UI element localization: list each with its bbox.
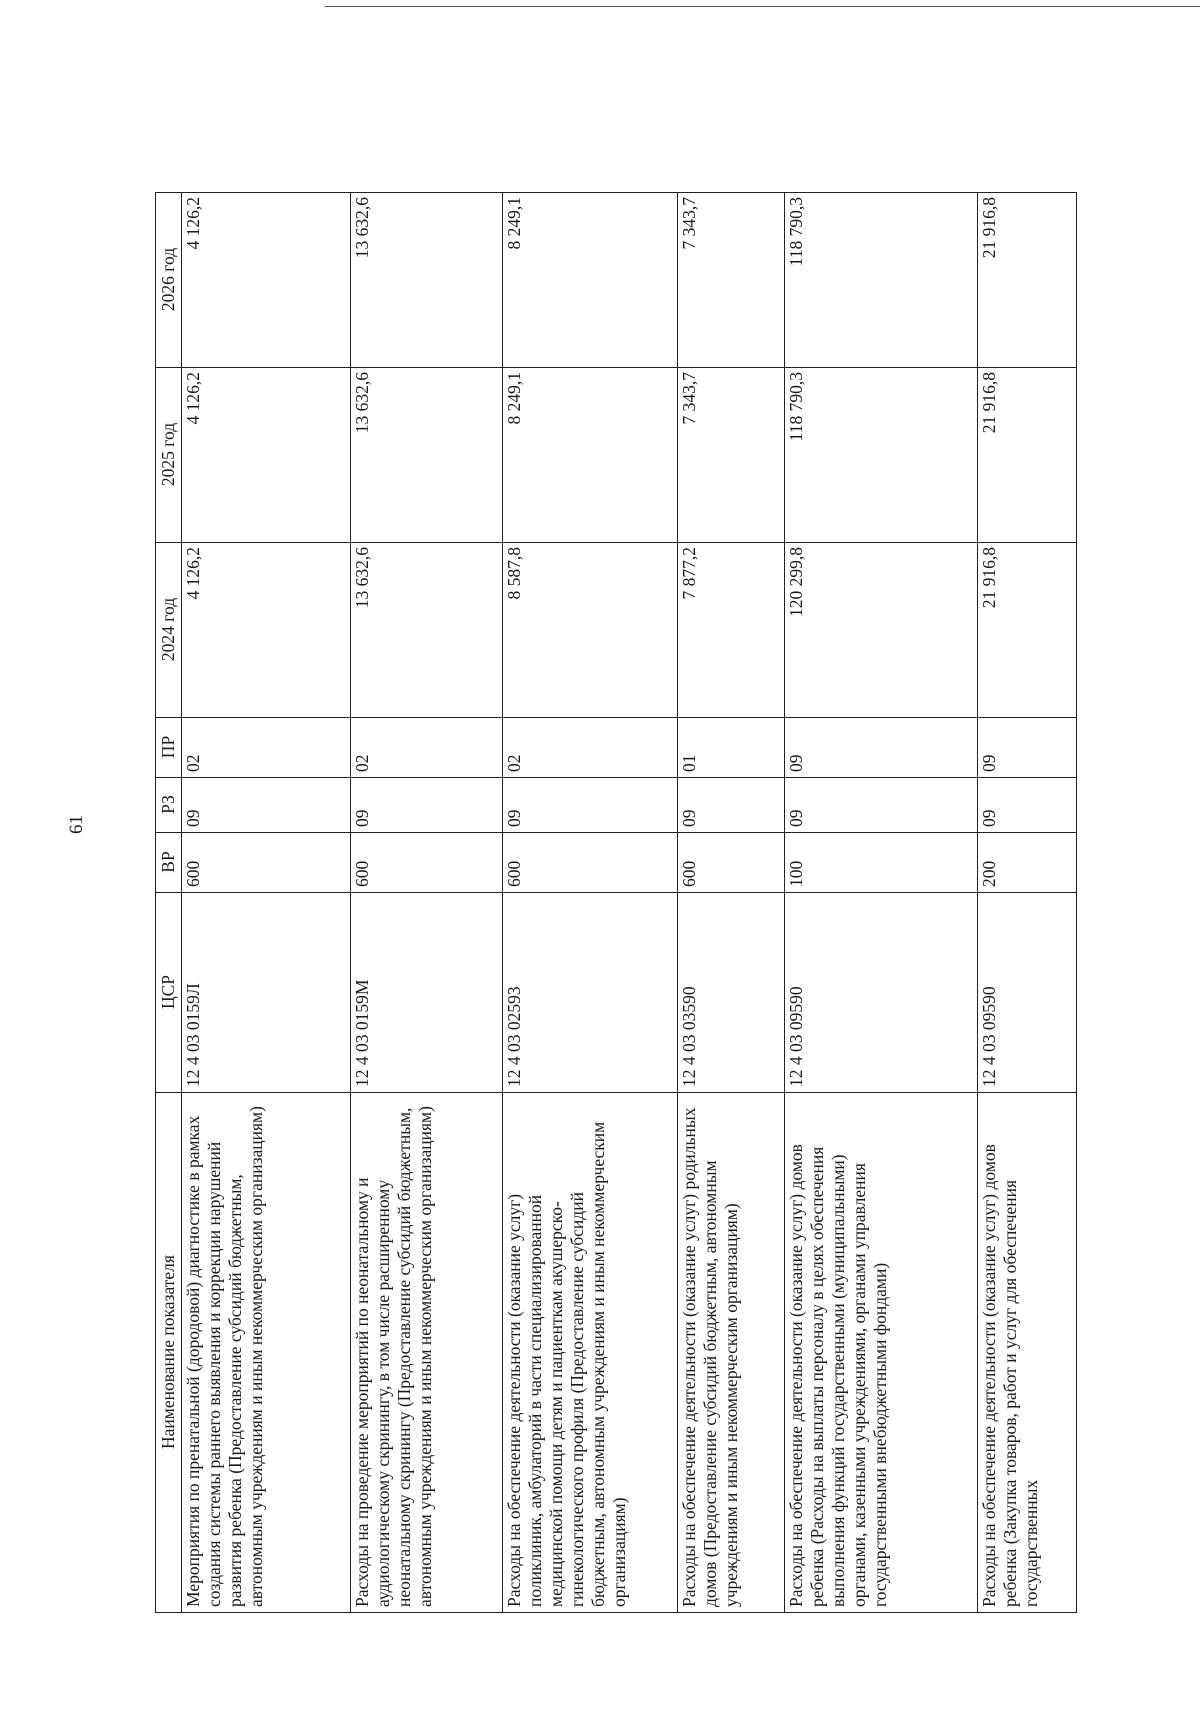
row-2024: 13 632,6 — [351, 543, 503, 718]
row-pr: 01 — [678, 718, 785, 778]
row-csr: 12 4 03 0159Л — [182, 893, 351, 1093]
row-csr: 12 4 03 09590 — [785, 893, 978, 1093]
row-rz: 09 — [351, 778, 503, 833]
row-pr: 09 — [978, 718, 1077, 778]
row-name: Расходы на обеспечение деятельности (оказание услуг) домов ребенка (Закупка товаров, работ и услуг для обеспечения государственных — [978, 1093, 1077, 1613]
row-vr: 100 — [785, 833, 978, 893]
row-vr: 600 — [678, 833, 785, 893]
row-name: Расходы на обеспечение деятельности (оказание услуг) домов ребенка (Расходы на выплаты персоналу в целях обеспечения выполнения функций государственными (муниципальными) органами, казенными учреждениями, органами управления государственными внебюджетными фондами) — [785, 1093, 978, 1613]
row-2024: 120 299,8 — [785, 543, 978, 718]
row-csr: 12 4 03 0159М — [351, 893, 503, 1093]
header-2024: 2024 год — [156, 543, 182, 718]
row-2025: 4 126,2 — [182, 368, 351, 543]
table-row — [351, 193, 503, 1613]
row-rz: 09 — [182, 778, 351, 833]
row-2026: 8 249,1 — [503, 193, 678, 368]
row-2026: 13 632,6 — [351, 193, 503, 368]
header-2026: 2026 год — [156, 193, 182, 368]
table-row — [678, 193, 785, 1613]
header-csr: ЦСР — [156, 893, 182, 1093]
row-2026: 4 126,2 — [182, 193, 351, 368]
row-2025: 118 790,3 — [785, 368, 978, 543]
row-vr: 600 — [182, 833, 351, 893]
row-vr: 600 — [351, 833, 503, 893]
row-csr: 12 4 03 03590 — [678, 893, 785, 1093]
budget-table — [155, 192, 1077, 1613]
page-number: 61 — [66, 815, 87, 834]
row-2025: 7 343,7 — [678, 368, 785, 543]
table-row — [978, 193, 1077, 1613]
row-2026: 7 343,7 — [678, 193, 785, 368]
row-2025: 13 632,6 — [351, 368, 503, 543]
row-name: Мероприятия по пренатальной (дородовой) диагностике в рамках создания системы раннего выявления и коррекции нарушений развития ребенка (Предоставление субсидий бюджетным, автономным учреждениям и иным некоммерческим организациям) — [182, 1093, 351, 1613]
row-vr: 600 — [503, 833, 678, 893]
row-2024: 8 587,8 — [503, 543, 678, 718]
top-rule — [325, 6, 1200, 7]
row-pr: 02 — [182, 718, 351, 778]
row-2024: 21 916,8 — [978, 543, 1077, 718]
header-2025: 2025 год — [156, 368, 182, 543]
row-2024: 4 126,2 — [182, 543, 351, 718]
row-name: Расходы на проведение мероприятий по неонатальному и аудиологическому скринингу, в том числе расширенному неонатальному скринингу (Предоставление субсидий бюджетным, автономным учреждениям и иным некоммерческим организациям) — [351, 1093, 503, 1613]
header-rz: РЗ — [156, 778, 182, 833]
header-pr: ПР — [156, 718, 182, 778]
header-name: Наименование показателя — [156, 1093, 182, 1613]
row-2026: 118 790,3 — [785, 193, 978, 368]
row-vr: 200 — [978, 833, 1077, 893]
table-header-row — [156, 193, 182, 1613]
row-rz: 09 — [785, 778, 978, 833]
row-2025: 21 916,8 — [978, 368, 1077, 543]
row-pr: 02 — [351, 718, 503, 778]
row-csr: 12 4 03 09590 — [978, 893, 1077, 1093]
table-row — [503, 193, 678, 1613]
row-name: Расходы на обеспечение деятельности (оказание услуг) поликлиник, амбулаторий в части специализированной медицинской помощи детям и пациенткам акушерско-гинекологического профиля (Предоставление субсидий бюджетным, автономным учреждениям и иным некоммерческим организациям) — [503, 1093, 678, 1613]
row-rz: 09 — [978, 778, 1077, 833]
row-rz: 09 — [503, 778, 678, 833]
header-vr: ВР — [156, 833, 182, 893]
rotated-table-container — [155, 193, 1175, 1613]
table-row — [182, 193, 351, 1613]
table-row — [785, 193, 978, 1613]
row-pr: 09 — [785, 718, 978, 778]
row-csr: 12 4 03 02593 — [503, 893, 678, 1093]
row-name: Расходы на обеспечение деятельности (оказание услуг) родильных домов (Предоставление субсидий бюджетным, автономным учреждениям и иным некоммерческим организациям) — [678, 1093, 785, 1613]
row-pr: 02 — [503, 718, 678, 778]
row-rz: 09 — [678, 778, 785, 833]
row-2024: 7 877,2 — [678, 543, 785, 718]
row-2025: 8 249,1 — [503, 368, 678, 543]
row-2026: 21 916,8 — [978, 193, 1077, 368]
